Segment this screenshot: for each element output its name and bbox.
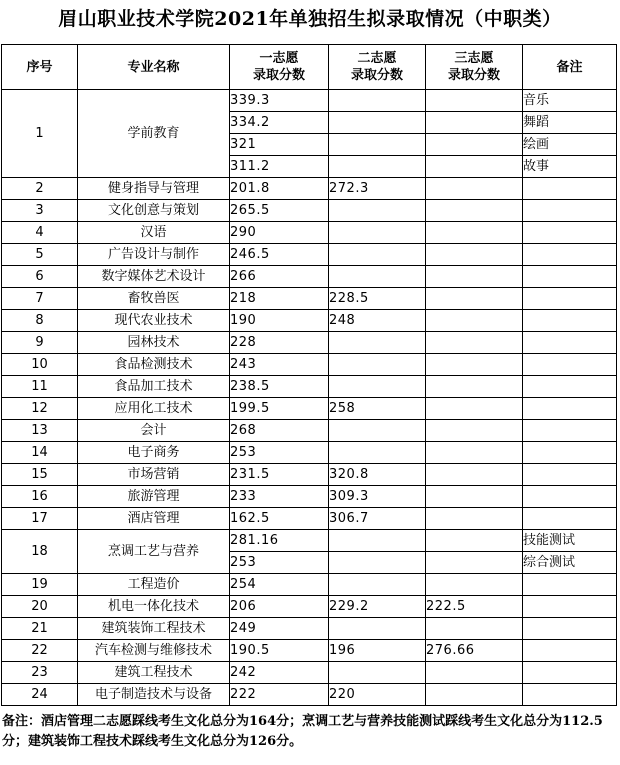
seq-cell: 3 [2,200,78,222]
table-row [2,200,617,222]
second-score-cell [329,442,426,464]
third-score-cell [426,310,523,332]
note-cell [523,266,617,288]
major-cell: 烹调工艺与营养 [78,530,230,574]
major-cell: 酒店管理 [78,508,230,530]
note-cell [523,464,617,486]
second-score-cell [329,662,426,684]
seq-cell: 19 [2,574,78,596]
third-score-cell [426,156,523,178]
note-cell [523,244,617,266]
second-score-cell: 248 [329,310,426,332]
note-cell: 绘画 [523,134,617,156]
first-score-cell: 190 [230,310,329,332]
seq-cell: 15 [2,464,78,486]
seq-cell: 2 [2,178,78,200]
major-cell: 学前教育 [78,90,230,178]
first-score-cell: 238.5 [230,376,329,398]
second-score-cell: 220 [329,684,426,706]
table-row [2,530,617,552]
second-score-cell: 320.8 [329,464,426,486]
third-score-cell [426,508,523,530]
table-body [2,90,617,706]
third-score-cell [426,288,523,310]
table-row [2,376,617,398]
first-score-cell: 243 [230,354,329,376]
third-score-cell [426,134,523,156]
third-score-cell [426,420,523,442]
third-score-cell [426,90,523,112]
admission-table [1,44,617,706]
major-cell: 电子制造技术与设备 [78,684,230,706]
first-score-cell: 266 [230,266,329,288]
second-score-cell: 309.3 [329,486,426,508]
second-score-cell [329,618,426,640]
third-score-cell [426,398,523,420]
first-score-cell: 199.5 [230,398,329,420]
seq-cell: 14 [2,442,78,464]
major-cell: 机电一体化技术 [78,596,230,618]
header-seq: 序号 [2,45,78,90]
major-cell: 广告设计与制作 [78,244,230,266]
note-cell [523,662,617,684]
second-score-cell [329,134,426,156]
note-cell: 故事 [523,156,617,178]
note-cell: 综合测试 [523,552,617,574]
table-row [2,684,617,706]
table-row [2,354,617,376]
page-title: 眉山职业技术学院2021年单独招生拟录取情况（中职类） [58,8,562,30]
second-score-cell: 228.5 [329,288,426,310]
third-score-cell: 222.5 [426,596,523,618]
major-cell: 电子商务 [78,442,230,464]
first-score-cell: 253 [230,552,329,574]
seq-cell: 21 [2,618,78,640]
major-cell: 现代农业技术 [78,310,230,332]
second-score-cell: 258 [329,398,426,420]
seq-cell: 13 [2,420,78,442]
seq-cell: 23 [2,662,78,684]
table-row [2,662,617,684]
third-score-cell [426,200,523,222]
table-row [2,640,617,662]
table-row [2,596,617,618]
first-score-cell: 201.8 [230,178,329,200]
header-second: 二志愿 录取分数 [329,45,426,90]
second-score-cell [329,530,426,552]
seq-cell: 6 [2,266,78,288]
second-score-cell [329,90,426,112]
second-score-cell [329,200,426,222]
third-score-cell [426,354,523,376]
seq-cell: 10 [2,354,78,376]
note-cell [523,200,617,222]
note-cell: 舞蹈 [523,112,617,134]
third-score-cell [426,112,523,134]
second-score-cell: 229.2 [329,596,426,618]
third-score-cell [426,530,523,552]
header-third: 三志愿 录取分数 [426,45,523,90]
table-row [2,486,617,508]
first-score-cell: 311.2 [230,156,329,178]
table-row [2,90,617,112]
third-score-cell [426,464,523,486]
second-score-cell [329,420,426,442]
second-score-cell [329,332,426,354]
header-first: 一志愿 录取分数 [230,45,329,90]
seq-cell: 11 [2,376,78,398]
major-cell: 市场营销 [78,464,230,486]
first-score-cell: 162.5 [230,508,329,530]
note-cell [523,684,617,706]
third-score-cell [426,244,523,266]
major-cell: 数字媒体艺术设计 [78,266,230,288]
second-score-cell [329,552,426,574]
note-cell [523,618,617,640]
first-score-cell: 218 [230,288,329,310]
table-row [2,464,617,486]
seq-cell: 4 [2,222,78,244]
header-major: 专业名称 [78,45,230,90]
first-score-cell: 246.5 [230,244,329,266]
first-score-cell: 233 [230,486,329,508]
major-cell: 旅游管理 [78,486,230,508]
seq-cell: 9 [2,332,78,354]
note-cell [523,222,617,244]
seq-cell: 18 [2,530,78,574]
third-score-cell [426,662,523,684]
first-score-cell: 321 [230,134,329,156]
seq-cell: 22 [2,640,78,662]
second-score-cell: 306.7 [329,508,426,530]
header-note: 备注 [523,45,617,90]
seq-cell: 7 [2,288,78,310]
first-score-cell: 253 [230,442,329,464]
first-score-cell: 281.16 [230,530,329,552]
major-cell: 健身指导与管理 [78,178,230,200]
third-score-cell: 276.66 [426,640,523,662]
second-score-cell [329,156,426,178]
first-score-cell: 231.5 [230,464,329,486]
second-score-cell: 272.3 [329,178,426,200]
third-score-cell [426,332,523,354]
second-score-cell [329,112,426,134]
note-cell [523,398,617,420]
second-score-cell [329,376,426,398]
third-score-cell [426,266,523,288]
major-cell: 汽车检测与维修技术 [78,640,230,662]
second-score-cell [329,222,426,244]
note-cell [523,288,617,310]
table-row [2,288,617,310]
table-row [2,178,617,200]
seq-cell: 20 [2,596,78,618]
third-score-cell [426,486,523,508]
major-cell: 建筑工程技术 [78,662,230,684]
third-score-cell [426,376,523,398]
note-cell [523,354,617,376]
seq-cell: 8 [2,310,78,332]
note-cell: 技能测试 [523,530,617,552]
note-cell [523,310,617,332]
major-cell: 文化创意与策划 [78,200,230,222]
major-cell: 园林技术 [78,332,230,354]
table-row [2,244,617,266]
table-row [2,420,617,442]
major-cell: 工程造价 [78,574,230,596]
first-score-cell: 206 [230,596,329,618]
note-cell [523,332,617,354]
third-score-cell [426,552,523,574]
note-cell [523,596,617,618]
table-row [2,442,617,464]
third-score-cell [426,442,523,464]
note-cell [523,508,617,530]
major-cell: 建筑装饰工程技术 [78,618,230,640]
table-row [2,618,617,640]
seq-cell: 12 [2,398,78,420]
third-score-cell [426,618,523,640]
table-row [2,332,617,354]
note-cell [523,640,617,662]
table-row [2,310,617,332]
note-cell [523,420,617,442]
note-cell [523,486,617,508]
note-cell [523,376,617,398]
major-cell: 食品加工技术 [78,376,230,398]
major-cell: 食品检测技术 [78,354,230,376]
first-score-cell: 334.2 [230,112,329,134]
third-score-cell [426,178,523,200]
seq-cell: 5 [2,244,78,266]
first-score-cell: 268 [230,420,329,442]
first-score-cell: 339.3 [230,90,329,112]
note-cell [523,178,617,200]
first-score-cell: 254 [230,574,329,596]
second-score-cell [329,266,426,288]
first-score-cell: 242 [230,662,329,684]
third-score-cell [426,684,523,706]
header-row [2,45,617,90]
note-cell [523,574,617,596]
seq-cell: 1 [2,90,78,178]
major-cell: 汉语 [78,222,230,244]
second-score-cell [329,244,426,266]
second-score-cell: 196 [329,640,426,662]
table-row [2,508,617,530]
first-score-cell: 249 [230,618,329,640]
seq-cell: 16 [2,486,78,508]
footer-note: 备注：酒店管理二志愿踩线考生文化总分为164分；烹调工艺与营养技能测试踩线考生文化总分为112.5分；建筑装饰工程技术踩线考生文化总分为126分。 [2,714,603,749]
note-cell: 音乐 [523,90,617,112]
major-cell: 会计 [78,420,230,442]
first-score-cell: 190.5 [230,640,329,662]
note-cell [523,442,617,464]
first-score-cell: 222 [230,684,329,706]
table-row [2,574,617,596]
second-score-cell [329,574,426,596]
seq-cell: 24 [2,684,78,706]
table-row [2,222,617,244]
table-row [2,398,617,420]
first-score-cell: 290 [230,222,329,244]
second-score-cell [329,354,426,376]
third-score-cell [426,222,523,244]
seq-cell: 17 [2,508,78,530]
major-cell: 应用化工技术 [78,398,230,420]
major-cell: 畜牧兽医 [78,288,230,310]
third-score-cell [426,574,523,596]
table-row [2,266,617,288]
first-score-cell: 265.5 [230,200,329,222]
first-score-cell: 228 [230,332,329,354]
